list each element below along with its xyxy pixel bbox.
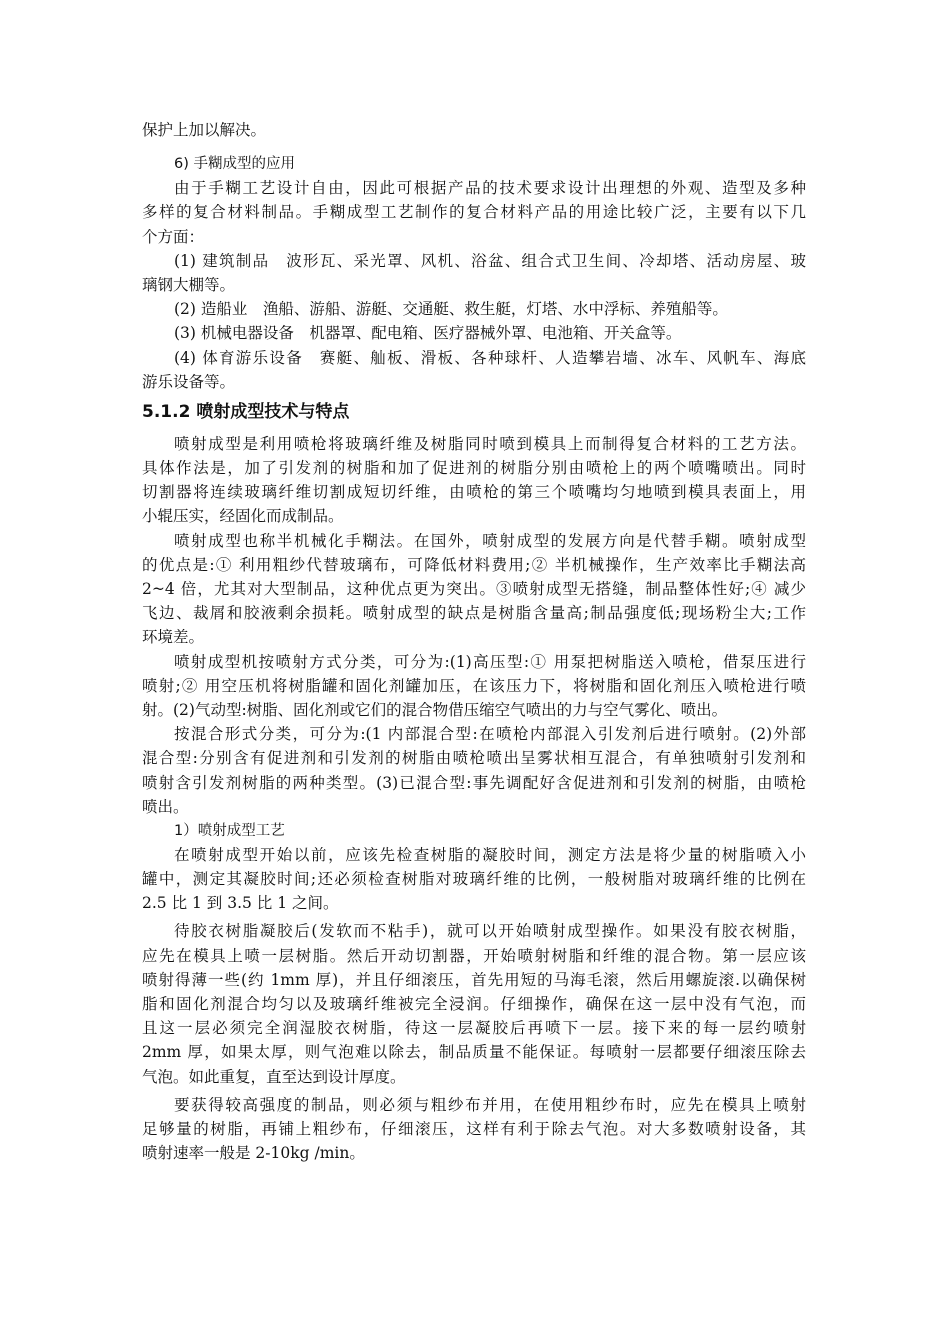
text-line: 喷出。 [142, 797, 189, 816]
text-line: 喷射;② 用空压机将树脂罐和固化剂罐加压，在该压力下，将树脂和固化剂压入喷枪进行喷 [142, 676, 806, 695]
text-line: 喷射速率一般是 2-10kg /min。 [142, 1144, 365, 1163]
list-item [142, 249, 806, 297]
text-line: 游乐设备等。 [142, 372, 236, 391]
text-line: (3) 机械电器设备 机器罩、配电箱、医疗器械外罩、电池箱、开关盒等。 [174, 324, 682, 343]
text-line: 小辊压实，经固化而成制品。 [142, 507, 344, 526]
document-page [142, 118, 806, 1165]
paragraph-application [142, 176, 806, 249]
text-line: (1) 建筑制品 波形瓦、采光罩、风机、浴盆、组合式卫生间、冷却塔、活动房屋、玻 [174, 251, 806, 270]
text-line: 2mm 厚，如果太厚，则气泡难以除去，制品质量不能保证。每喷射一层都要仔细滚压除去 [142, 1043, 806, 1062]
list-item [142, 346, 806, 394]
paragraph [142, 843, 806, 916]
text-line: 切割器将连续玻璃纤维切割成短切纤维，由喷枪的第三个喷嘴均匀地喷到模具表面上，用 [142, 483, 806, 502]
text-line: 射。(2)气动型:树脂、固化剂或它们的混合物借压缩空气喷出的力与空气雾化、喷出。 [142, 700, 728, 719]
text-line: 要获得较高强度的制品，则必须与粗纱布并用，在使用粗纱布时，应先在模具上喷射 [174, 1095, 806, 1114]
text-line: 喷射成型也称半机械化手糊法。在国外，喷射成型的发展方向是代替手糊。喷射成型 [174, 531, 806, 550]
paragraph [142, 432, 806, 529]
text-line: 具体作法是，加了引发剂的树脂和加了促进剂的树脂分别由喷枪上的两个喷嘴喷出。同时 [142, 459, 806, 478]
paragraph [142, 1093, 806, 1166]
text-line: 混合型:分别含有促进剂和引发剂的树脂由喷枪喷出呈雾状相互混合，有单独喷射引发剂和 [142, 749, 806, 768]
text-line: 个方面： [142, 227, 205, 246]
text-line: (4) 体育游乐设备 赛艇、舢板、滑板、各种球杆、人造攀岩墙、冰车、风帆车、海底 [174, 348, 806, 367]
text-line: 飞边、裁屑和胶液剩余损耗。喷射成型的缺点是树脂含量高;制品强度低;现场粉尘大;工作 [142, 604, 806, 623]
text-line: 多样的复合材料制品。手糊成型工艺制作的复合材料产品的用途比较广泛，主要有以下几 [142, 203, 806, 222]
text-line: 喷射得薄一些(约 1mm 厚)，并且仔细滚压，首先用短的马海毛滚，然后用螺旋滚.以确保树 [142, 970, 806, 989]
text-line: 的优点是:① 利用粗纱代替玻璃布，可降低材料费用;② 半机械操作，生产效率比手糊法高 [142, 555, 806, 574]
text-line: 喷射成型机按喷射方式分类，可分为:(1)高压型:① 用泵把树脂送入喷枪，借泵压进行 [174, 652, 806, 671]
text-line: 喷射成型是利用喷枪将玻璃纤维及树脂同时喷到模具上而制得复合材料的工艺方法。 [174, 434, 806, 453]
text-line: 应先在模具上喷一层树脂。然后开动切割器，开始喷射树脂和纤维的混合物。第一层应该 [142, 946, 806, 965]
text-line: (2) 造船业 渔船、游船、游艇、交通艇、救生艇，灯塔、水中浮标、养殖船等。 [174, 300, 728, 319]
text-line: 气泡。如此重复，直至达到设计厚度。 [142, 1067, 406, 1086]
list-item [142, 297, 806, 321]
text-line: 保护上加以解决。 [142, 121, 267, 139]
text-line: 足够量的树脂，再铺上粗纱布，仔细滚压，这样有利于除去气泡。对大多数喷射设备，其 [142, 1119, 806, 1138]
text-line: 由于手糊工艺设计自由，因此可根据产品的技术要求设计出理想的外观、造型及多种 [174, 179, 806, 198]
sub-heading-application: 6) 手糊成型的应用 [174, 156, 295, 173]
text-line: 2~4 倍，尤其对大型制品，这种优点更为突出。③喷射成型无搭缝，制品整体性好;④ 减少 [142, 580, 806, 598]
text-line: 环境差。 [142, 628, 205, 647]
text-line: 在喷射成型开始以前，应该先检查树脂的凝胶时间，测定方法是将少量的树脂喷入小 [174, 845, 806, 864]
paragraph [142, 650, 806, 723]
paragraph [142, 529, 806, 650]
paragraph-intro [142, 118, 806, 142]
text-line: 璃钢大棚等。 [142, 275, 236, 294]
list-item [142, 321, 806, 345]
text-line: 喷射含引发剂树脂的两种类型。(3)已混合型:事先调配好含促进剂和引发剂的树脂，由喷枪 [142, 773, 806, 792]
sub-heading-process: 1）喷射成型工艺 [174, 822, 285, 839]
text-line: 且这一层必须完全润湿胶衣树脂，待这一层凝胶后再喷下一层。接下来的每一层约喷射 [142, 1019, 806, 1038]
text-line: 按混合形式分类，可分为:(1 内部混合型:在喷枪内部混入引发剂后进行喷射。(2)外部 [174, 725, 806, 744]
text-line: 2.5 比 1 到 3.5 比 1 之间。 [142, 894, 339, 913]
text-line: 待胶衣树脂凝胶后(发软而不粘手)，就可以开始喷射成型操作。如果没有胶衣树脂， [174, 922, 806, 941]
paragraph [142, 722, 806, 819]
paragraph [142, 919, 806, 1088]
section-heading: 5.1.2 喷射成型技术与特点 [142, 401, 350, 422]
text-line: 脂和固化剂混合均匀以及玻璃纤维被完全浸润。仔细操作，确保在这一层中没有气泡，而 [142, 995, 806, 1013]
text-line: 罐中，测定其凝胶时间;还必须检查树脂对玻璃纤维的比例，一般树脂对玻璃纤维的比例在 [142, 870, 806, 889]
